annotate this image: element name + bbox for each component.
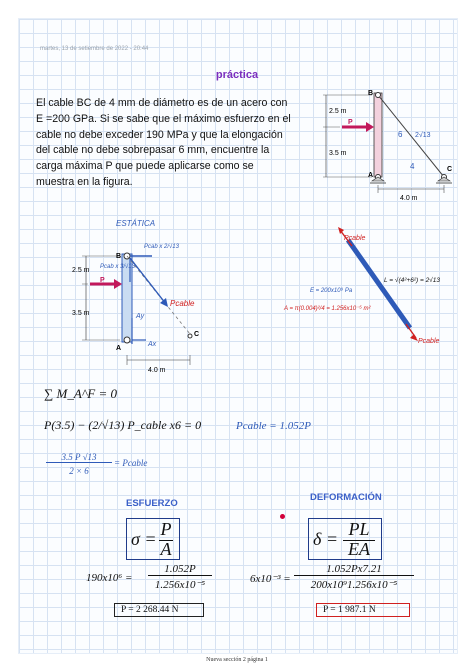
deformation-header: DEFORMACIÓN	[310, 492, 382, 503]
problem-line: carga máxima P que puede aplicarse como se	[36, 160, 254, 173]
stress-formula-den: A	[160, 539, 172, 559]
dim-horizontal-label: 4.0 m	[400, 195, 418, 202]
pen-dot	[280, 514, 285, 519]
problem-line: cable no debe exceder 190 MPa y que la elongación	[36, 128, 283, 141]
stress-substitution-num: 1.052P	[148, 563, 212, 576]
fraction-denominator: 2 × 6	[69, 466, 89, 476]
load-p-label: P	[348, 119, 353, 126]
free-body-diagram	[60, 212, 220, 382]
moment-equation: ∑ M_A^F = 0	[44, 386, 117, 401]
fbd-point-a: A	[116, 345, 122, 352]
point-c-label: C	[447, 166, 453, 173]
deformation-formula-den: EA	[348, 539, 370, 559]
stress-substitution-left: 190x10⁶ =	[86, 572, 133, 584]
statics-equation: P(3.5) − (2/√13) P_cable x6 = 0	[44, 418, 202, 432]
deformation-formula-left: δ =	[313, 529, 339, 549]
pcable-x-component: Pcab x 2/√13	[144, 244, 179, 250]
problem-line: del cable no debe sobrepasar 6 mm, encuentre la	[36, 144, 270, 157]
deformation-substitution-den: 200x10⁹1.256x10⁻⁵	[310, 579, 398, 591]
fbd-load-p: P	[100, 277, 105, 284]
point-b-label: B	[368, 90, 374, 97]
pcable-y-component: Pcab x 3/√13	[100, 264, 135, 270]
reaction-ay: Ay	[136, 313, 145, 320]
deformation-answer: P = 1 987.1 N	[316, 603, 410, 617]
fraction-result: = Pcable	[114, 458, 148, 468]
fbd-point-c: C	[194, 331, 200, 338]
triangle-side-6: 6	[398, 130, 403, 139]
fbd-dim-top: 2.5 m	[72, 267, 90, 274]
fbd-dim-horizontal: 4.0 m	[148, 367, 166, 374]
deformation-formula-box	[308, 518, 382, 560]
triangle-hypotenuse: 2√13	[415, 132, 431, 139]
reaction-ax: Ax	[148, 341, 157, 348]
page-title: práctica	[215, 69, 259, 81]
cable-bottom-force: Pcable	[418, 338, 440, 345]
deformation-formula-num: PL	[343, 519, 375, 541]
stress-formula-box	[126, 518, 180, 560]
stress-formula-left: σ =	[131, 529, 157, 549]
cable-top-force: Pcable	[344, 235, 366, 242]
pcable-label: Pcable	[170, 299, 195, 308]
deformation-substitution-num: 1.052Px7.21	[294, 563, 414, 576]
problem-line: E =200 GPa. Si se sabe que el máximo esfuerzo en el	[36, 112, 291, 125]
fbd-point-b: B	[116, 253, 122, 260]
stress-answer: P = 2 268.44 N	[114, 603, 204, 617]
stress-formula-num: P	[160, 519, 172, 539]
dim-bottom-label: 3.5 m	[329, 150, 347, 157]
fraction-numerator: 3.5 P √13	[46, 452, 112, 463]
note-date: martes, 13 de setiembre de 2022 - 20:44	[40, 46, 149, 52]
problem-figure	[320, 85, 460, 205]
triangle-side-4: 4	[410, 162, 415, 171]
problem-line: muestra en la figura.	[36, 175, 133, 188]
fbd-dim-bottom: 3.5 m	[72, 310, 90, 317]
stress-header: ESFUERZO	[126, 498, 178, 509]
problem-statement	[36, 96, 296, 191]
area-formula: A = π(0.004)²/4 = 1.256x10⁻⁵ m²	[284, 306, 371, 312]
length-formula: L = √(4²+6²) = 2√13	[384, 277, 440, 284]
dim-top-label: 2.5 m	[329, 108, 347, 115]
point-a-label: A	[368, 172, 374, 179]
cable-notes	[270, 220, 450, 355]
problem-line: El cable BC de 4 mm de diámetro es de un acero con	[36, 97, 288, 109]
pcable-result: Pcable = 1.052P	[236, 420, 311, 432]
estatica-label: ESTÁTICA	[116, 219, 156, 228]
stress-substitution-den: 1.256x10⁻⁵	[154, 579, 206, 591]
modulus-formula: E = 200x10⁹ Pa	[310, 288, 353, 294]
deformation-substitution-left: 6x10⁻³ =	[250, 573, 291, 585]
page-footer: Nueva sección 2 página 1	[206, 657, 268, 663]
